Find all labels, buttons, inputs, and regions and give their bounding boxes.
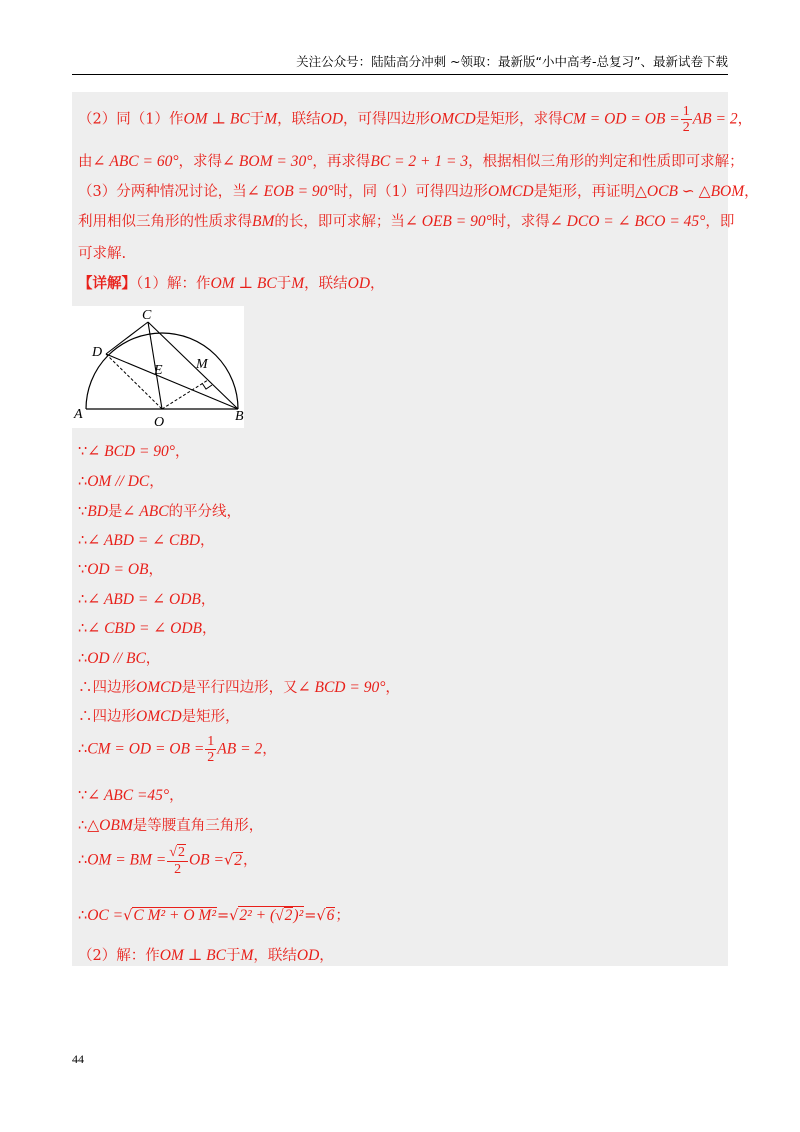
step-8: ∴OD // BC， [78, 650, 161, 667]
part2-heading: （2）解：作OM ⊥ BC于M，联结OD， [78, 947, 334, 964]
fraction-half: $\frac{1}{2}$ [207, 734, 215, 765]
step-3: ∵BD是∠ ABC的平分线， [78, 503, 242, 520]
label-d: D [92, 345, 103, 360]
label-c: C [142, 308, 152, 323]
solution-content [72, 92, 759, 966]
segment-db [106, 354, 238, 409]
label-e: E [154, 363, 163, 378]
fraction-root2-over-2: $\frac{√2}{2}$ [167, 844, 188, 877]
step-om: ∴OM = BM = $\frac{√2}{2}$ OB =√2， [78, 845, 258, 877]
step-6: ∴∠ ABD = ∠ ODB， [78, 591, 216, 608]
detail-heading: 【详解】（1）解：作OM ⊥ BC于M，联结OD， [78, 275, 385, 292]
step-5: ∵OD = OB， [78, 561, 163, 578]
semicircle-diagram [72, 306, 244, 428]
step-2: ∴OM // DC， [78, 473, 164, 490]
step-1: ∵∠ BCD = 90°， [78, 443, 190, 460]
label-a: A [74, 407, 83, 422]
step-10: ∴四边形OMCD是矩形， [78, 708, 240, 725]
page-number: 44 [72, 1052, 84, 1066]
analysis-line-1: （2）同（1）作OM ⊥ BC于M，联结OD，可得四边形OMCD是矩形，求得CM = OD = OB = $\frac{1}{2}$ AB = 2， [78, 104, 753, 135]
step-abc: ∵∠ ABC =45°， [78, 787, 184, 804]
analysis-line-5: 可求解. [78, 246, 127, 262]
geometry-figure [72, 306, 244, 428]
label-o: O [154, 415, 165, 428]
analysis-line-4: 利用相似三角形的性质求得BM的长，即可求解；当∠ OEB = 90°时，求得∠ DCO = ∠ BCO = 45°，即 [78, 213, 735, 230]
step-9: ∴四边形OMCD是平行四边形，又∠ BCD = 90°， [78, 679, 400, 696]
label-m: M [196, 357, 208, 372]
step-oc: ∴OC =√C M² + O M²=√2² + (√2)²=√6； [78, 907, 350, 924]
right-angle-mark [202, 383, 212, 389]
segment-cd [106, 322, 148, 354]
label-b: B [235, 409, 244, 424]
segment-om [162, 380, 208, 409]
step-4: ∴∠ ABD = ∠ CBD， [78, 532, 215, 549]
page-header [72, 52, 728, 75]
analysis-line-2: 由∠ ABC = 60°，求得∠ BOM = 30°，再求得BC = 2 + 1 = 3，根据相似三角形的判定和性质即可求解； [78, 153, 744, 170]
header-text: 关注公众号：陆陆高分冲刺 ~领取：最新版“小中高考-总复习”、最新试卷下载 [296, 54, 728, 69]
fraction-half: $\frac{1}{2}$ [682, 104, 690, 135]
analysis-line-3: （3）分两种情况讨论，当∠ EOB = 90°时，同（1）可得四边形OMCD是矩形，再证明△OCB ∽ △BOM， [78, 183, 759, 200]
step-7: ∴∠ CBD = ∠ ODB， [78, 620, 217, 637]
step-cm: ∴CM = OD = OB = $\frac{1}{2}$ AB = 2， [78, 734, 277, 765]
step-obm: ∴△OBM是等腰直角三角形， [78, 817, 264, 834]
